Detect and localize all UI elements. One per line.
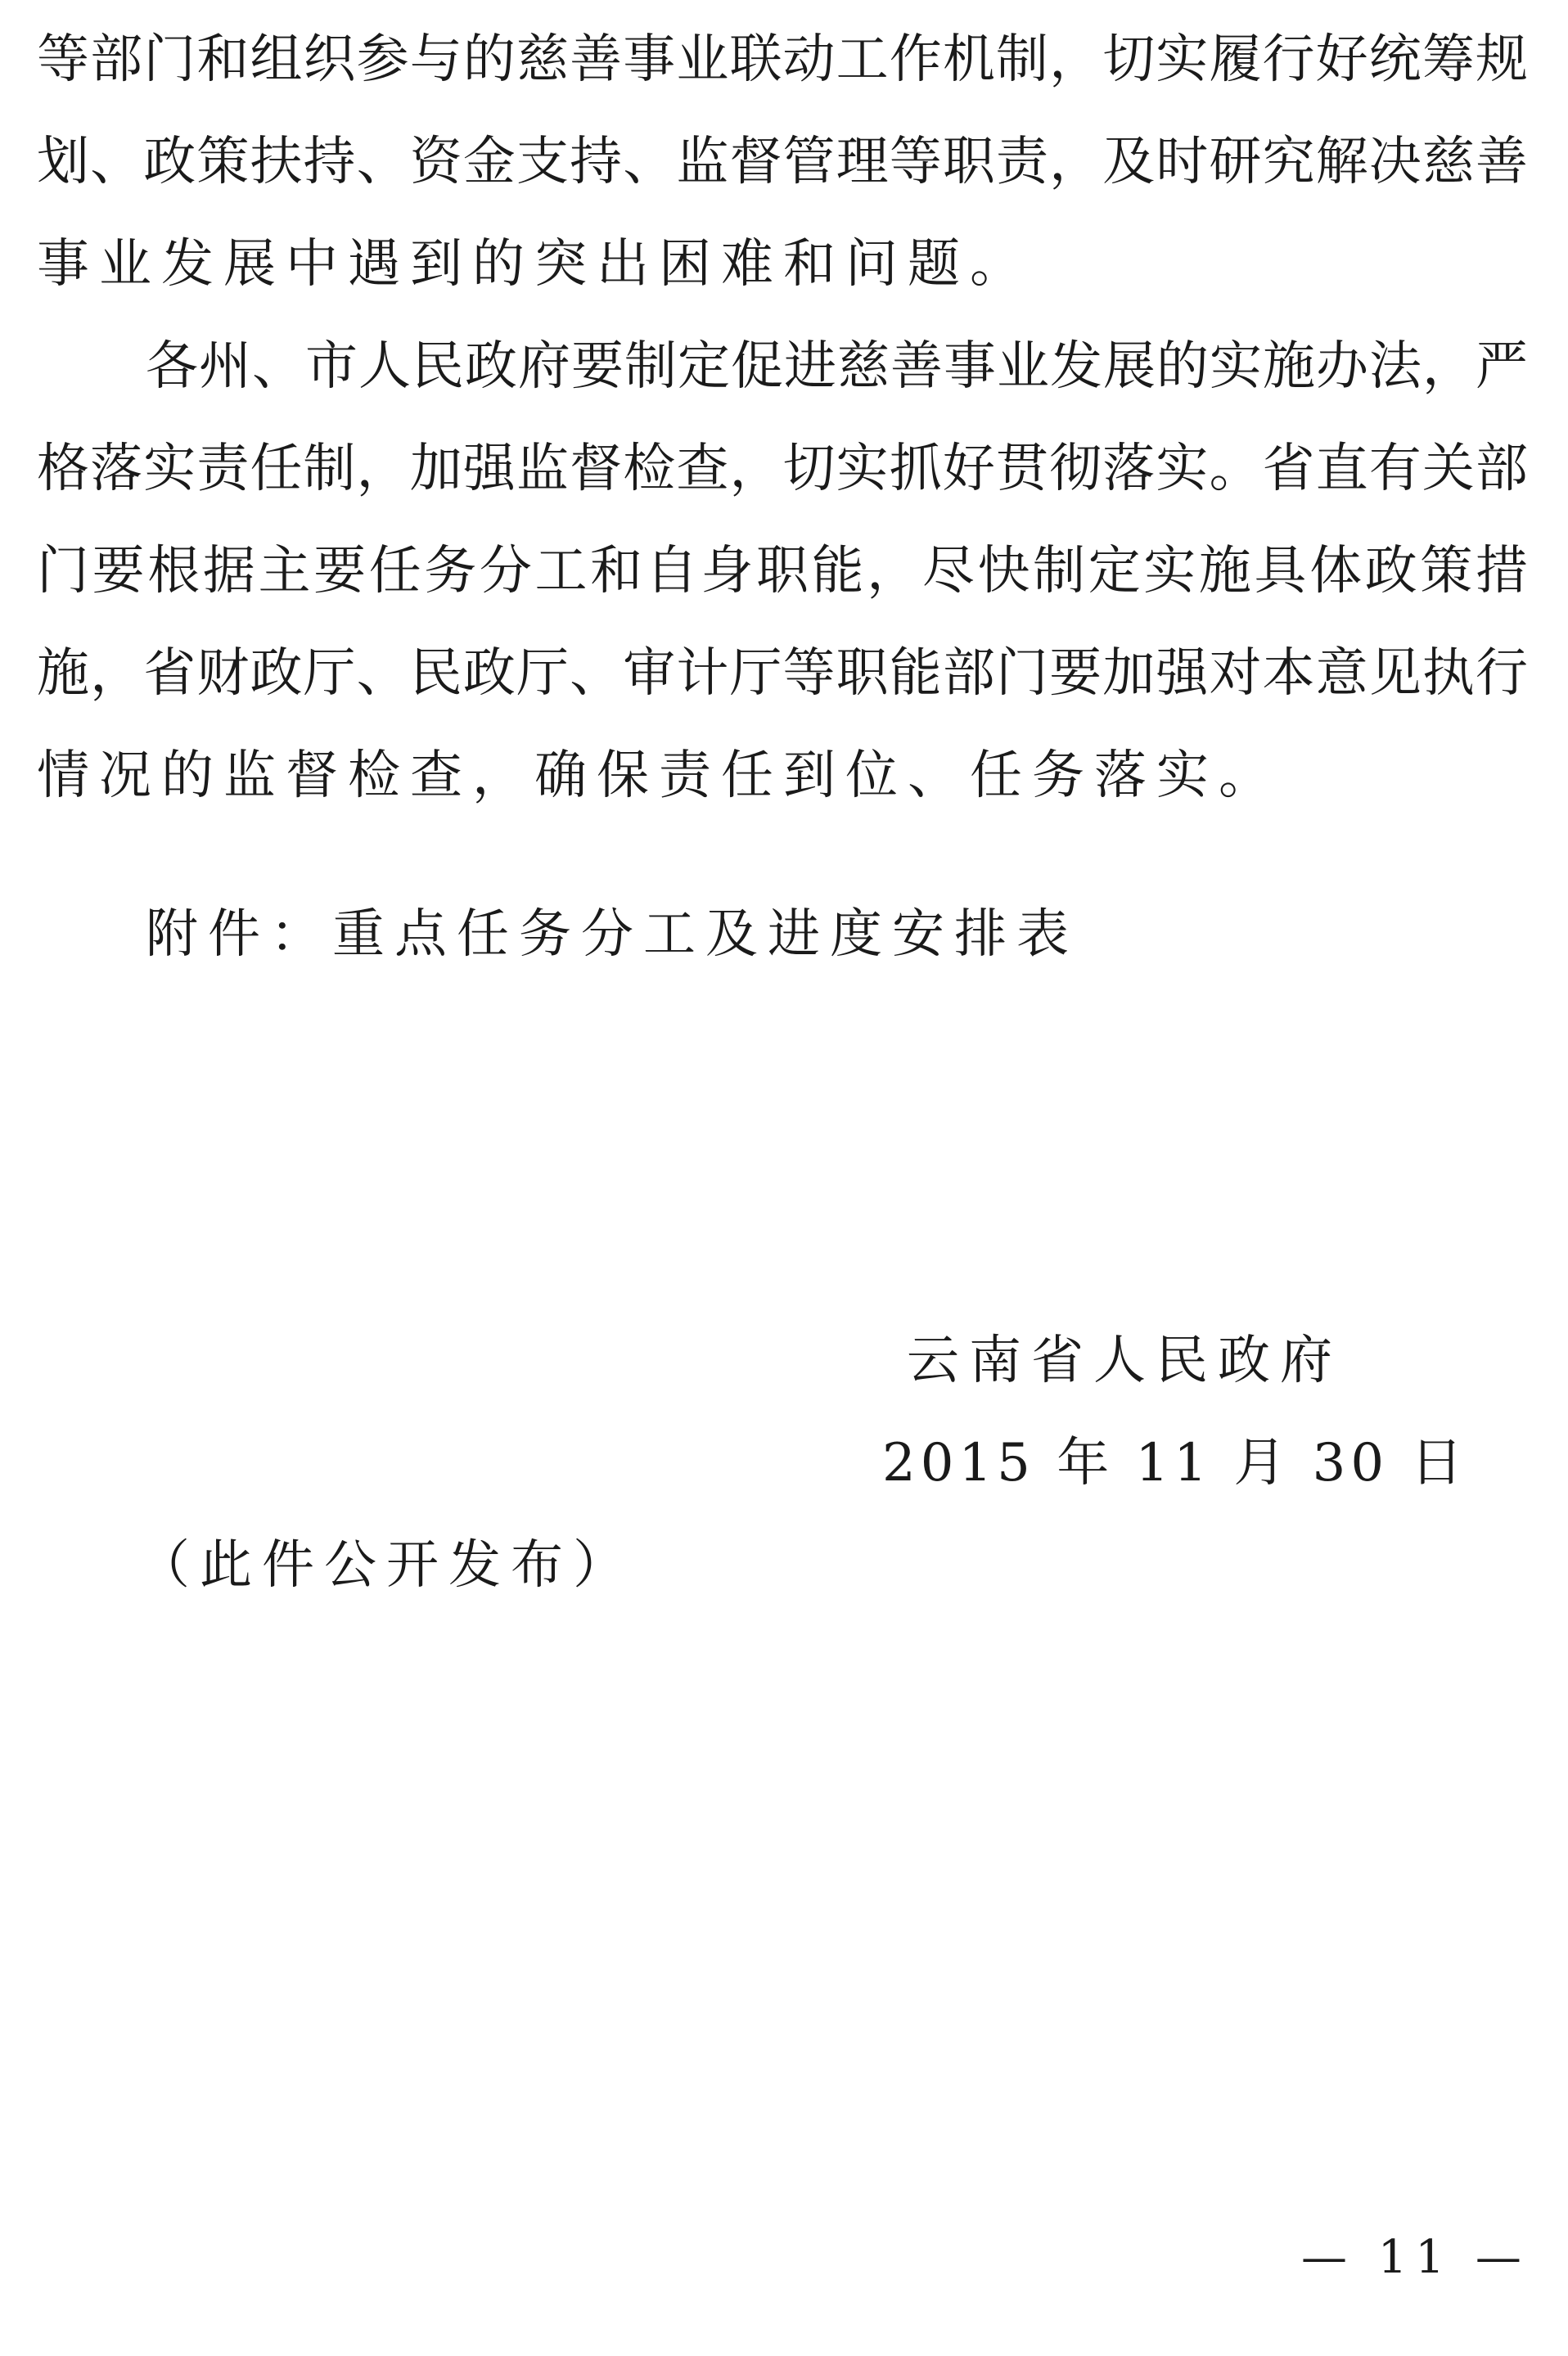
paragraph-line: 施，省财政厅、民政厅、审计厅等职能部门要加强对本意见执行 (37, 643, 1528, 704)
paragraph-line: 门要根据主要任务分工和自身职能，尽快制定实施具体政策措 (37, 541, 1528, 601)
paragraph-line: 事业发展中遇到的突出困难和问题。 (37, 234, 1032, 295)
issuing-authority: 云南省人民政府 (907, 1331, 1342, 1391)
paragraph-line: 划、政策扶持、资金支持、监督管理等职责，及时研究解决慈善 (37, 132, 1528, 192)
issue-date: 2015 年 11 月 30 日 (882, 1433, 1468, 1493)
page-number: — 11 — (1301, 2231, 1530, 2284)
publication-note: （此件公开发布） (137, 1535, 635, 1596)
paragraph-line: 情况的监督检查，确保责任到位、任务落实。 (37, 746, 1281, 806)
paragraph-line: 格落实责任制，加强监督检查，切实抓好贯彻落实。省直有关部 (37, 439, 1528, 499)
paragraph-line: 各州、市人民政府要制定促进慈善事业发展的实施办法，严 (146, 336, 1528, 397)
attachment-note: 附件：重点任务分工及进度安排表 (146, 904, 1079, 965)
paragraph-line: 等部门和组织参与的慈善事业联动工作机制，切实履行好统筹规 (37, 29, 1528, 90)
